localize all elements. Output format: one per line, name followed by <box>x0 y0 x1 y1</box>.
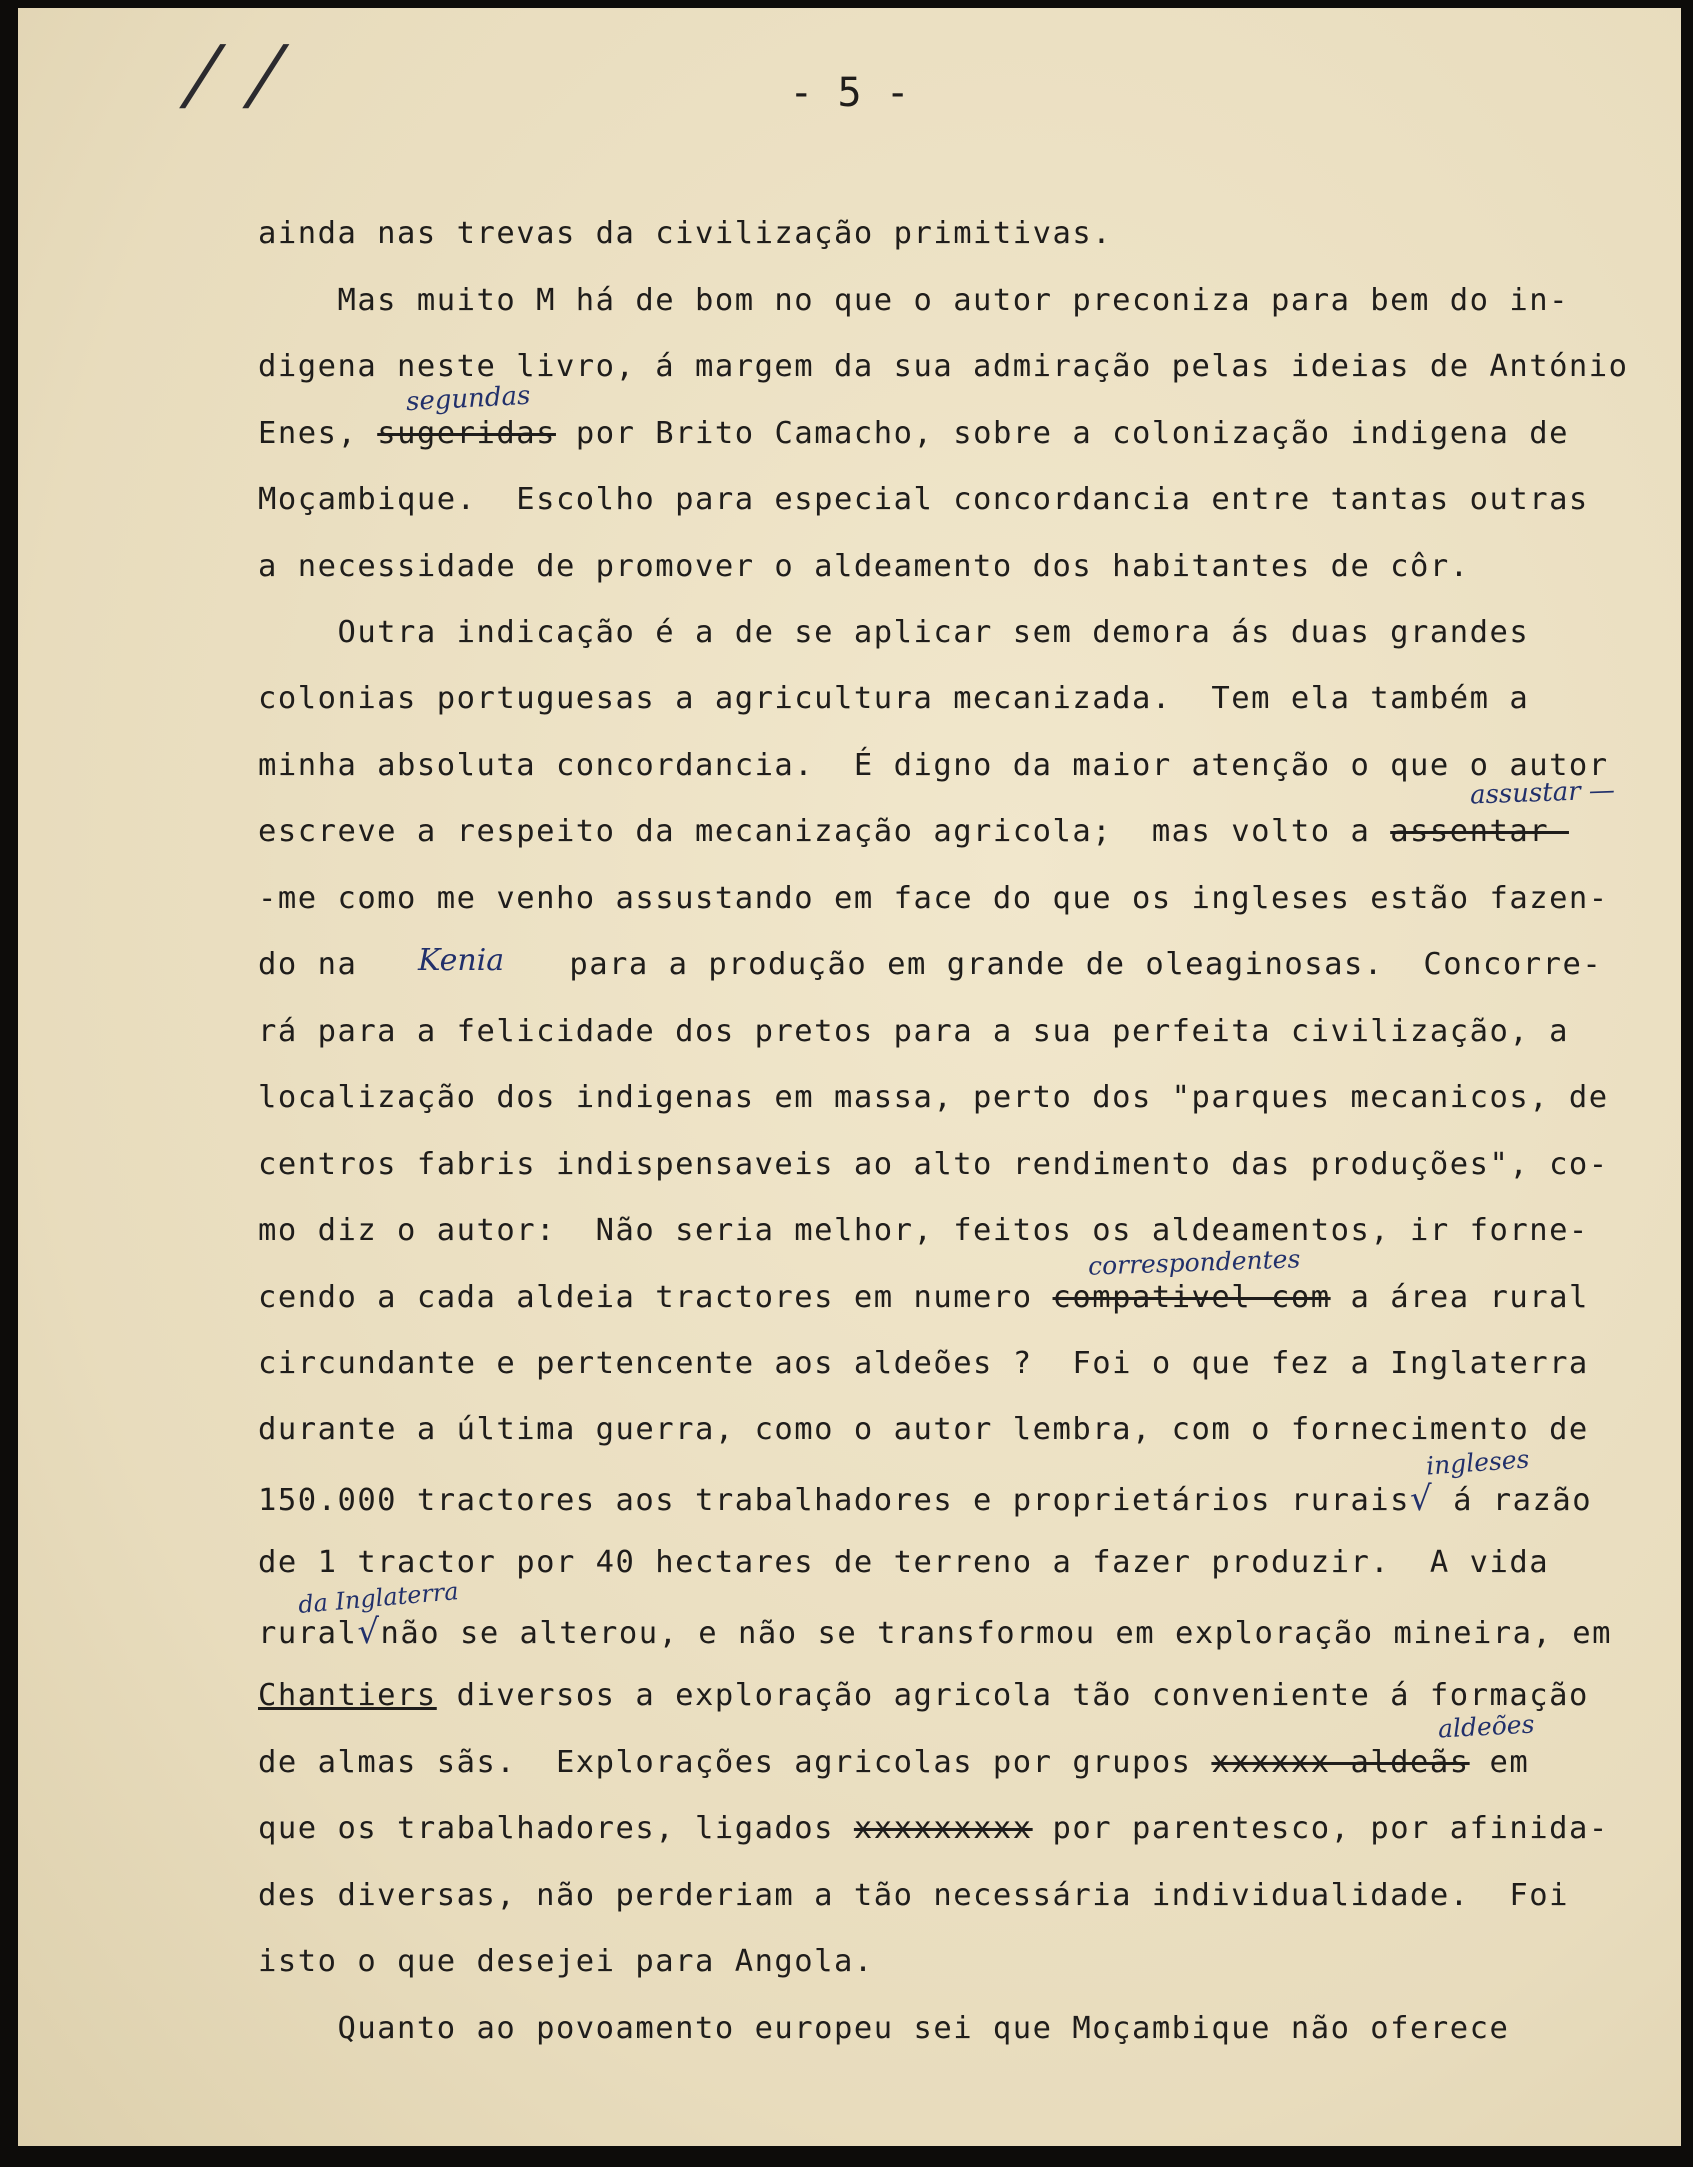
text-line: ainda nas trevas da civilização primitivas. <box>258 216 1113 251</box>
text-line: mo diz o autor: Não seria melhor, feitos os aldeamentos, ir forne- <box>258 1213 1589 1248</box>
struck-word: xxxxxxxxx <box>853 1811 1033 1846</box>
text-line: Mas muito M há de bom no que o autor preconiza para bem do in- <box>258 283 1569 318</box>
text-line: Quanto ao povoamento europeu sei que Moçambique não oferece <box>258 2011 1510 2046</box>
text-line: isto o que desejei para Angola. <box>258 1944 874 1979</box>
handwritten-insertion: aldeões <box>1437 1709 1536 1744</box>
insertion-caret: √ <box>1410 1479 1434 1519</box>
text-line <box>258 1280 1589 1315</box>
text-line <box>258 1479 1592 1519</box>
text-line: Moçambique. Escolho para especial concordancia entre tantas outras <box>258 482 1589 517</box>
handwritten-insertion: Kenia <box>418 943 505 978</box>
text-run: em <box>1489 1745 1530 1780</box>
text-run: cendo a cada aldeia tractores em numero <box>258 1280 1033 1315</box>
text-run: por Brito Camacho, sobre a colonização indigena de <box>575 416 1569 451</box>
text-run: 150.000 tractores aos trabalhadores e proprietários rurais <box>258 1483 1411 1518</box>
text-line: digena neste livro, á margem da sua admiração pelas ideias de António <box>258 349 1629 384</box>
struck-word: sugeridas <box>377 416 556 451</box>
insertion-caret: √ <box>357 1612 381 1652</box>
handwritten-insertion: da Inglaterra <box>297 1577 460 1619</box>
text-line: a necessidade de promover o aldeamento dos habitantes de côr. <box>258 549 1470 584</box>
text-run: de almas sãs. Explorações agricolas por grupos <box>258 1745 1192 1780</box>
handwritten-insertion: assustar — <box>1469 775 1616 811</box>
text-line: de 1 tractor por 40 hectares de terreno a fazer produzir. A vida <box>258 1545 1550 1580</box>
text-run: rural <box>258 1616 358 1651</box>
page-number: - 5 - <box>789 70 910 116</box>
text-line: colonias portuguesas a agricultura mecanizada. Tem ela também a <box>258 681 1530 716</box>
struck-word: compativel com <box>1052 1280 1331 1315</box>
text-run: diversos a exploração agricola tão conveniente á formação <box>456 1678 1589 1713</box>
text-run: que os trabalhadores, ligados <box>258 1811 835 1846</box>
text-run: Enes, <box>258 416 358 451</box>
text-line: rá para a felicidade dos pretos para a sua perfeita civilização, a <box>258 1014 1569 1049</box>
underlined-word: Chantiers <box>258 1678 437 1713</box>
text-line <box>258 1678 1589 1713</box>
handwritten-insertion: segundas <box>405 380 532 418</box>
text-line: des diversas, não perderiam a tão necessária individualidade. Foi <box>258 1878 1569 1913</box>
text-line: localização dos indigenas em massa, perto dos "parques mecanicos, de <box>258 1080 1609 1115</box>
text-run: a área rural <box>1350 1280 1589 1315</box>
text-line: -me como me venho assustando em face do que os ingleses estão fazen- <box>258 881 1609 916</box>
text-line: minha absoluta concordancia. É digno da maior atenção o que o autor <box>258 748 1609 783</box>
struck-word: assentar- <box>1390 814 1569 849</box>
text-run: não se alterou, e não se transformou em exploração mineira, em <box>380 1616 1612 1651</box>
text-run: escreve a respeito da mecanização agricola; mas volto a <box>258 814 1371 849</box>
text-line: centros fabris indispensaveis ao alto rendimento das produções", co- <box>258 1147 1609 1182</box>
text-line <box>258 1811 1609 1846</box>
handwritten-insertion: ingleses <box>1425 1444 1531 1481</box>
text-line <box>258 814 1569 849</box>
text-line: Outra indicação é a de se aplicar sem demora ás duas grandes <box>258 615 1530 650</box>
text-run: á razão <box>1453 1483 1593 1518</box>
text-run: para a produção em grande de oleaginosas. Concorre- <box>569 947 1603 982</box>
margin-mark: / / <box>175 30 300 120</box>
struck-word: xxxxxx aldeãs <box>1211 1745 1470 1780</box>
text-run: do na <box>258 947 358 982</box>
text-line: durante a última guerra, como o autor lembra, com o fornecimento de <box>258 1412 1589 1447</box>
text-line <box>258 1612 1612 1652</box>
text-line <box>258 416 1569 451</box>
document-page <box>18 8 1681 2146</box>
text-line: circundante e pertencente aos aldeões ? Foi o que fez a Inglaterra <box>258 1346 1589 1381</box>
text-line <box>258 1745 1529 1780</box>
text-run: por parentesco, por afinida- <box>1052 1811 1609 1846</box>
handwritten-insertion: correspondentes <box>1087 1244 1301 1281</box>
